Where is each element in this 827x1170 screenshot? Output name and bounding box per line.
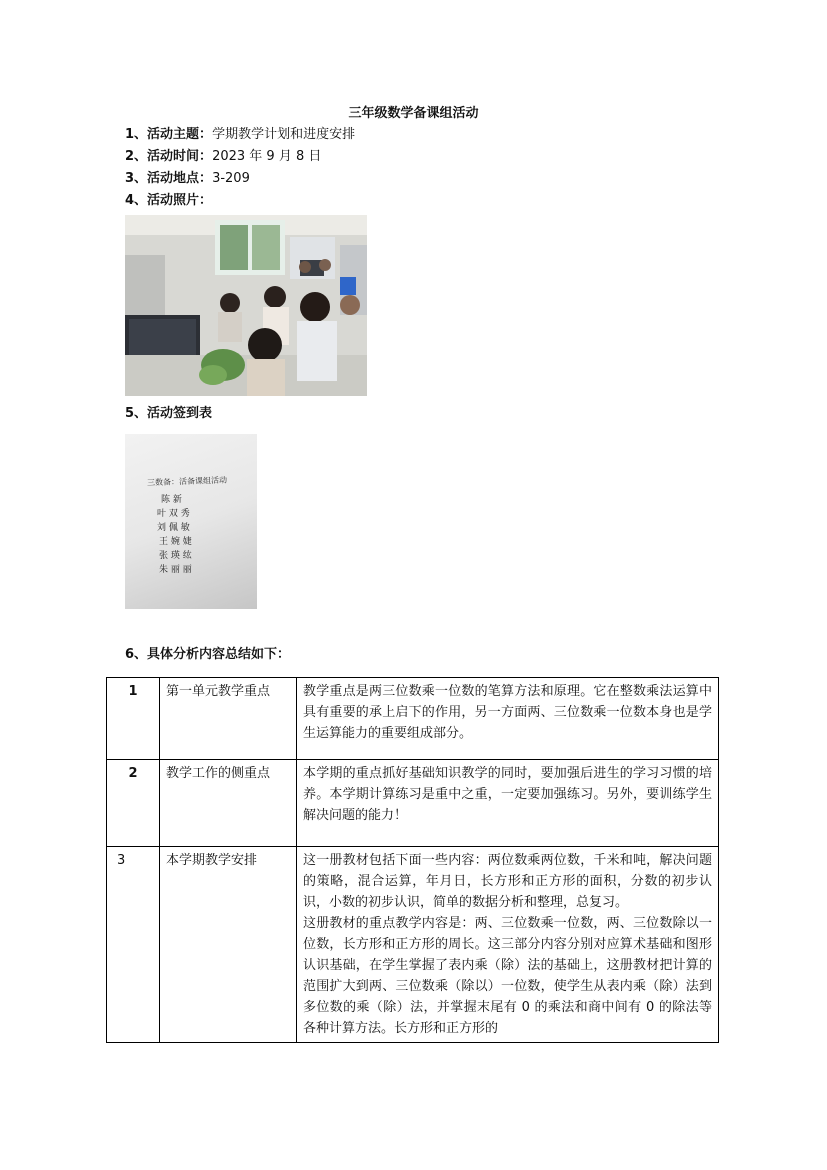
table-row	[107, 847, 719, 1043]
signin-name: 朱 丽 丽	[159, 565, 192, 575]
row-topic: 教学工作的侧重点	[160, 760, 297, 847]
info-value: 学期教学计划和进度安排	[212, 127, 356, 142]
row-paragraph: 这一册教材包括下面一些内容：两位数乘两位数，千米和吨，解决问题的策略，混合运算，年月日，长方形和正方形的面积，分数的初步认识，小数的初步认识，简单的数据分析和整理，总复习。	[303, 853, 712, 910]
signin-name: 叶 双 秀	[157, 509, 190, 519]
info-theme	[125, 124, 355, 146]
signin-name: 陈 新	[161, 495, 182, 505]
info-time	[125, 146, 355, 168]
info-value: 3-209	[212, 171, 250, 186]
row-number: 1	[107, 678, 160, 760]
info-value: 2023 年 9 月 8 日	[212, 149, 322, 164]
info-label: 活动主题：	[147, 127, 213, 142]
signin-name: 刘 佩 敏	[157, 523, 190, 533]
row-content	[297, 760, 719, 847]
info-label: 活动地点：	[147, 171, 213, 186]
row-content	[297, 678, 719, 760]
info-num: 3、	[125, 171, 148, 186]
section-signin-heading: 5、活动签到表	[125, 406, 213, 421]
info-num: 2、	[125, 149, 148, 164]
info-num: 1、	[125, 127, 148, 142]
row-topic: 第一单元教学重点	[160, 678, 297, 760]
signin-sheet-photo	[125, 434, 257, 609]
row-paragraph: 这册教材的重点教学内容是：两、三位数乘一位数，两、三位数除以一位数，长方形和正方形的周长。这三部分内容分别对应算术基础和图形认识基础，在学生掌握了表内乘（除）法的基础上，这册教材把计算的范围扩大到两、三位数乘（除以）一位数，使学生从表内乘（除）法到多位数的乘（除）法，并掌握末尾有 0 的乘法和商中间有 0 的除法等各种计算方法。长方形和正方形的	[303, 916, 712, 1036]
row-topic: 本学期教学安排	[160, 847, 297, 1043]
row-number: 3	[107, 847, 160, 1043]
row-number: 2	[107, 760, 160, 847]
analysis-table	[106, 677, 719, 1043]
signin-sheet-heading: 三数备：活备课组活动	[146, 475, 228, 488]
activity-photo-drawing	[125, 215, 367, 396]
signin-name: 王 婉 婕	[159, 537, 192, 547]
page-title: 三年级数学备课组活动	[348, 106, 479, 121]
row-content	[297, 847, 719, 1043]
activity-info-list	[125, 124, 355, 212]
info-label: 活动时间：	[147, 149, 213, 164]
signin-name: 张 瑛 纮	[159, 551, 192, 561]
info-place	[125, 168, 355, 190]
table-row	[107, 678, 719, 760]
info-label: 活动照片：	[147, 193, 213, 208]
activity-photo	[125, 215, 367, 396]
row-paragraph: 教学重点是两三位数乘一位数的笔算方法和原理。它在整数乘法运算中具有重要的承上启下的作用，另一方面两、三位数乘一位数本身也是学生运算能力的重要组成部分。	[303, 684, 712, 741]
info-num: 4、	[125, 193, 148, 208]
section-analysis-heading: 6、具体分析内容总结如下：	[125, 647, 291, 662]
row-paragraph: 本学期的重点抓好基础知识教学的同时，要加强后进生的学习习惯的培养。本学期计算练习是重中之重，一定要加强练习。另外，要训练学生解决问题的能力！	[303, 766, 712, 823]
table-row	[107, 760, 719, 847]
info-photo	[125, 190, 355, 212]
